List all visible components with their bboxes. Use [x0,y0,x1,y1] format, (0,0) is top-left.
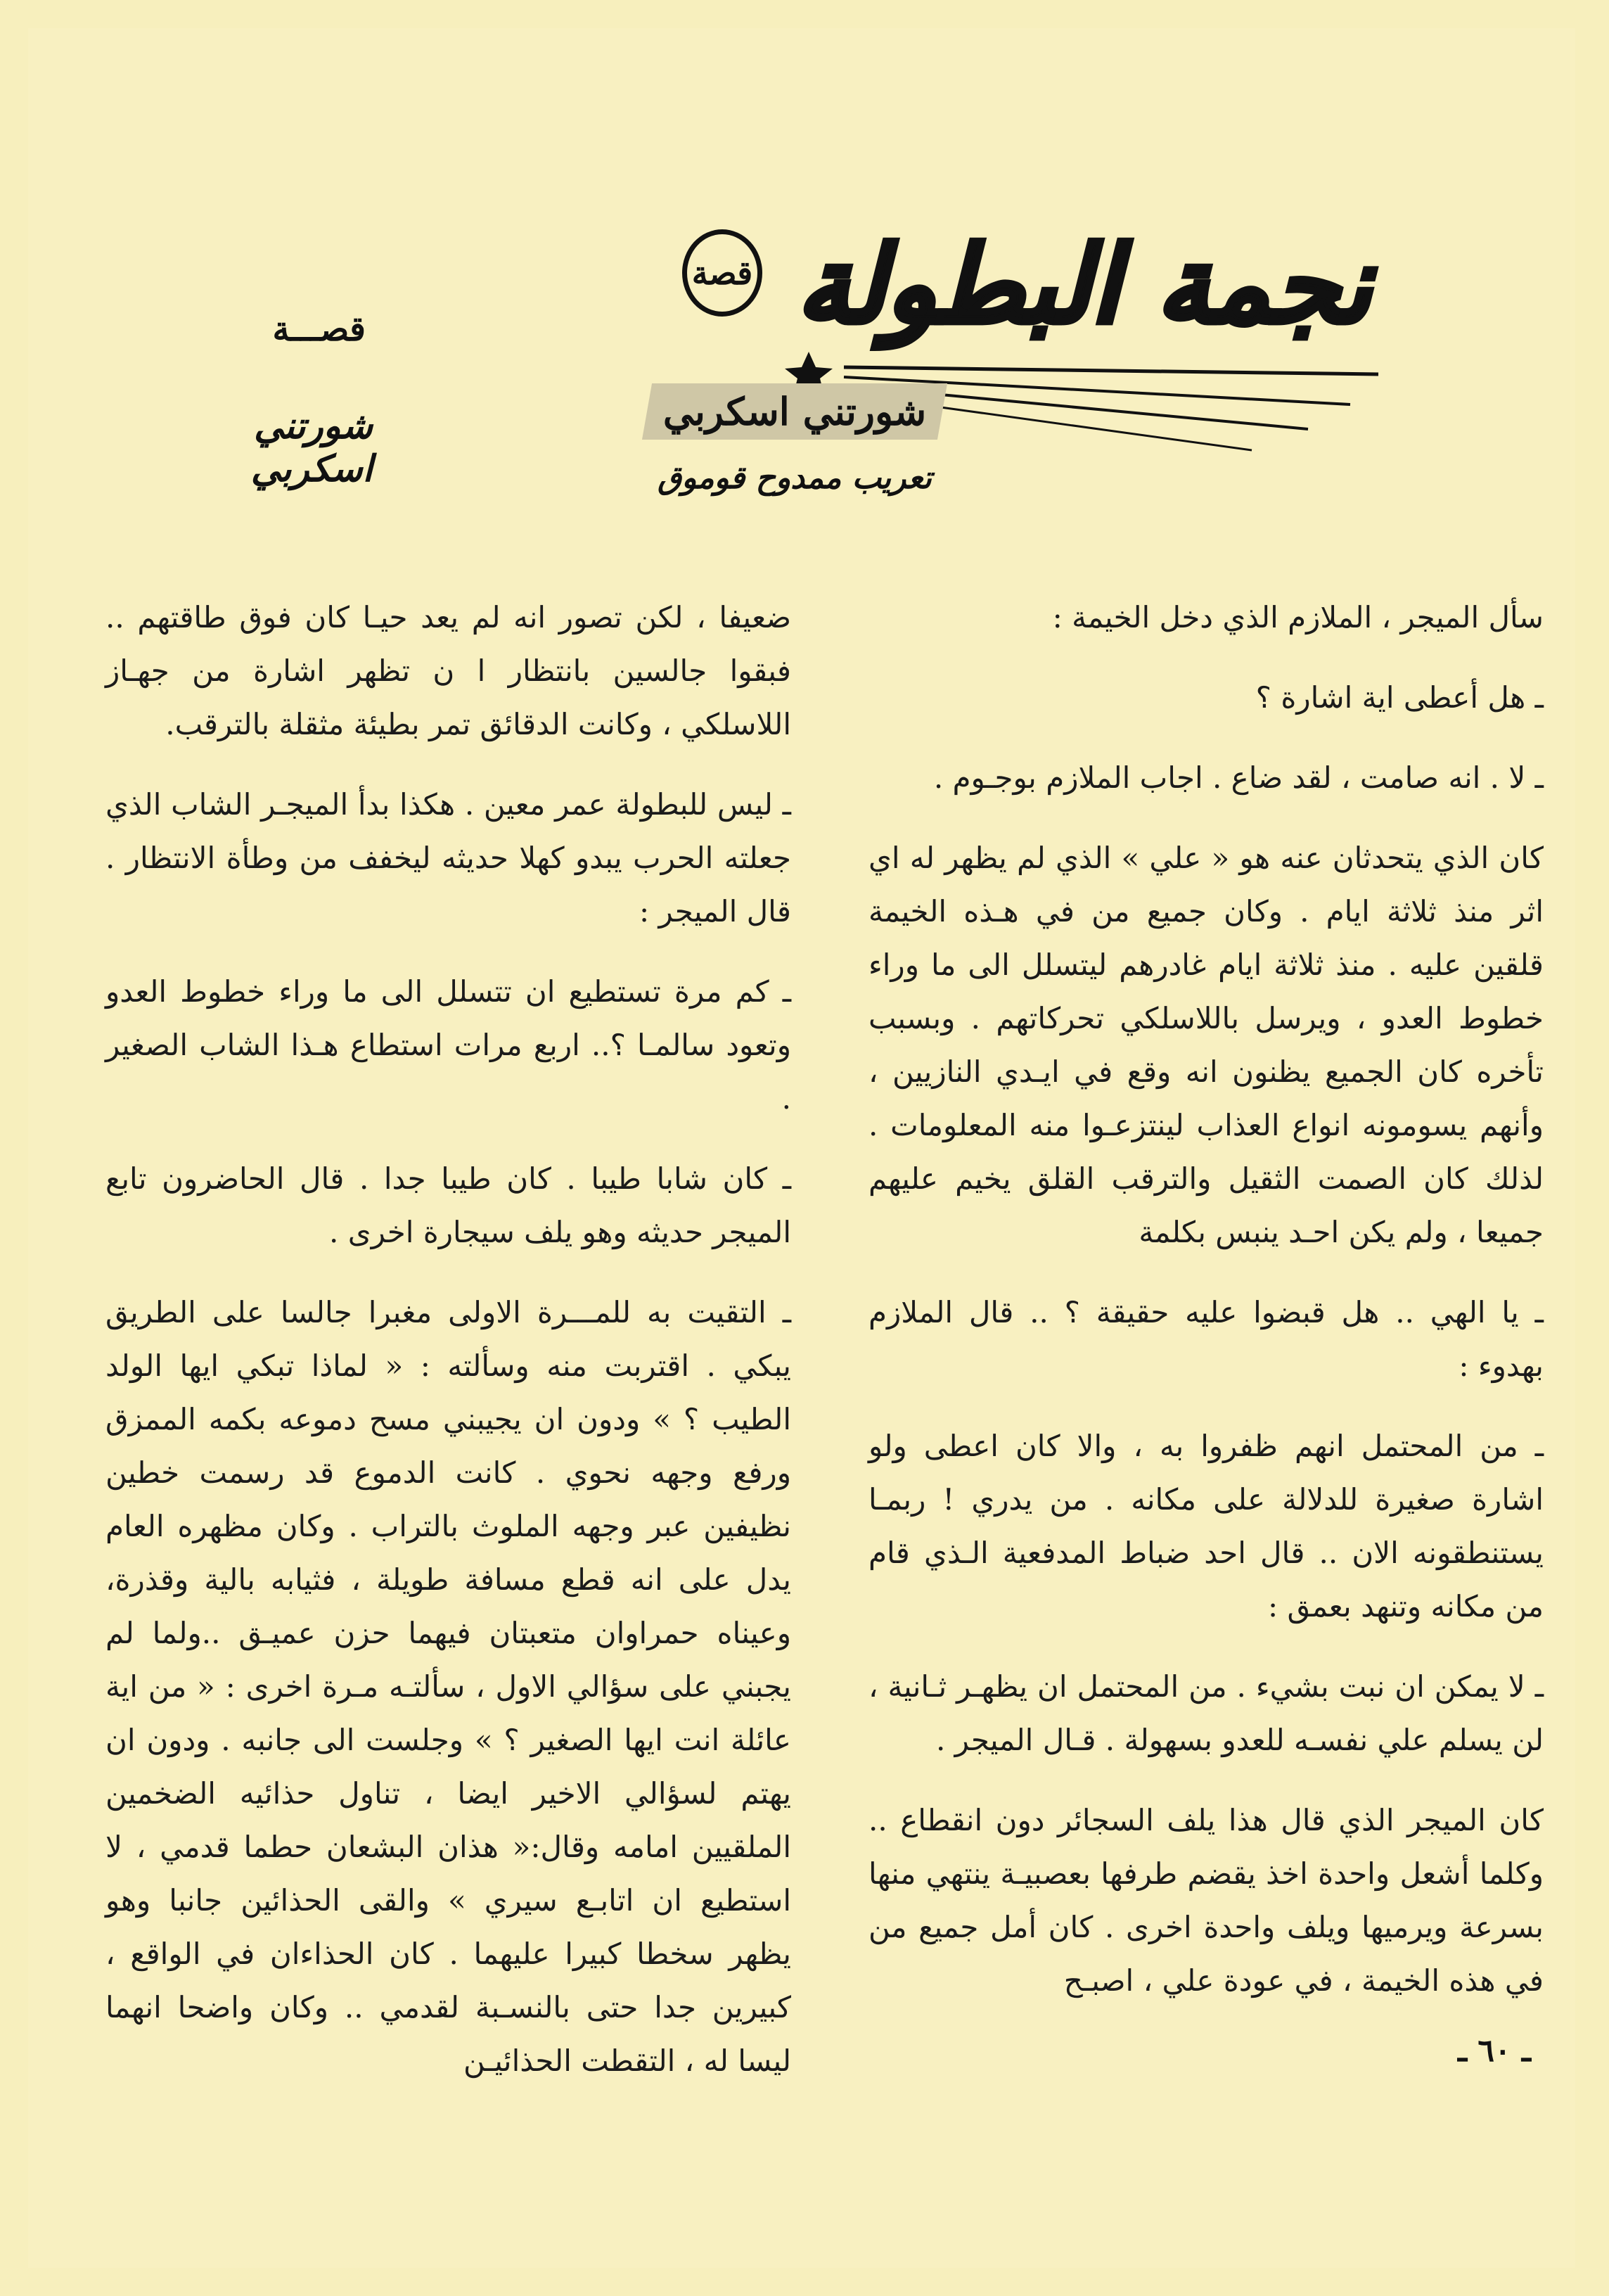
paragraph: ـ هل أعطى اية اشارة ؟ [1255,680,1544,715]
page-number: ـ ٦٠ ـ [1458,2033,1531,2069]
paragraph: ـ لا . انه صامت ، لقد ضاع . اجاب الملازم بوجـوم . [933,760,1544,795]
paragraph: سأل الميجر ، الملازم الذي دخل الخيمة : [1052,600,1544,634]
paragraph: ـ يا الهي .. هل قبضوا عليه حقيقة ؟ .. قال الملازم بهدوء : [868,1295,1544,1383]
paragraph: ـ كان شابا طيبا . كان طيبا جدا . قال الحاضرون تابع الميجر حديثه وهو يلف سيجارة اخرى . [105,1161,791,1249]
paragraph: ـ من المحتمل انهم ظفروا به ، والا كان اعطى ولو اشارة صغيرة للدلالة على مكانه . من يدري ! ربمـا يستنطقونه الان .. قال احد ضباط المدفعية الـذي قام من مكانه وتنهد بعمق : [868,1429,1544,1624]
paragraph: ـ التقيت به للمـــرة الاولى مغبرا جالسا على الطريق يبكي . اقتربت منه وسألته : « لماذا تبكي ايها الولد الطيب ؟ » ودون ان يجيبني مسح دموعه بكمه الممزق ورفع وجهه نحوي . كانت الدموع قد رسمت خطين نظيفين عبر وجهه الملوث بالتراب . وكان مظهره العام يدل على انه قطع مسافة طويلة ، فثيابه بالية وقذرة، وعيناه حمراوان متعبتان فيهما حزن عميـق ..ولما لم يجبني على سؤالي الاول ، سألتـه مـرة اخرى : « من اية عائلة انت ايها الصغير ؟ » وجلست الى جانبه . ودون ان يهتم لسؤالي الاخير ايضا ، تناول حذائيه الضخمين الملقيين امامه وقال:« هذان البشعان حطما قدمي ، لا استطيع ان اتابـع سيري » والقى الحذائين جانبا وهو يظهر سخطا كبيرا عليهما . كان الحذاءان في الواقع ، كبيرين جدا حتى بالنسـبة لقدمي .. وكان واضحا انهما ليسا له ، التقطت الحذائيـن [105,1295,792,2078]
magazine-page [28,28,1575,2268]
author-banner [642,383,947,440]
paragraph: ـ لا يمكن ان نبت بشيء . من المحتمل ان يظهـر ثـانية ، لن يسلم علي نفسـه للعدو بسهولة . قـال الميجر . [868,1669,1544,1757]
paragraph: ـ كم مرة تستطيع ان تتسلل الى ما وراء خطوط العدو وتعود سالمـا ؟.. اربع مرات استطاع هـذا الشاب الصغير . [105,974,791,1116]
story-label: قصـــة [272,310,366,349]
paragraph: ضعيفا ، لكن تصور انه لم يعد حيـا كان فوق طاقتهم .. فبقوا جالسين بانتظار ا ن تظهر اشارة من جهـاز اللاسلكي ، وكانت الدقائق تمر بطيئة مثقلة بالترقب. [105,600,792,741]
translator-credit: تعريب ممدوح قوموق [658,460,932,496]
story-title: نجمة البطولة [796,223,1371,347]
story-author: شورتني اسكربي [250,404,373,490]
paragraph: ـ ليس للبطولة عمر معين . هكذا بدأ الميجـر الشاب الذي جعلته الحرب يبدو كهلا حديثه ليخفف من وطأة الانتظار . قال الميجر : [105,787,791,929]
paragraph: كان الذي يتحدثان عنه هو « علي » الذي لم يظهر له اي اثر منذ ثلاثة ايام . وكان جميع من في هـذه الخيمة قلقين عليه . منذ ثلاثة ايام غادرهم ليتسلل الى ما وراء خطوط العدو ، ويرسل باللاسلكي تحركاتهم . وبسبب تأخره كان الجميع يظنون انه وقع في ايـدي النازيين ، وأنهم يسومونه انواع العذاب لينتزعـوا منه المعلومات . لذلك كان الصمت الثقيل والترقب القلق يخيم عليهم جميعا ، ولم يكن احـد ينبس بكلمة [868,841,1544,1249]
author-banner-text: شورتني اسكربي [662,389,927,434]
right-column [868,591,1544,2026]
title-badge: قصة [682,229,762,317]
left-column [105,591,792,2078]
paragraph: كان الميجر الذي قال هذا يلف السجائر دون انقطاع .. وكلما أشعل واحدة اخذ يقضم طرفها بعصبيـة ينتهي منها بسرعة ويرميها ويلف واحدة اخرى . كان أمل جميع من في هذه الخيمة ، في عودة علي ، اصبـح [868,1803,1544,1998]
